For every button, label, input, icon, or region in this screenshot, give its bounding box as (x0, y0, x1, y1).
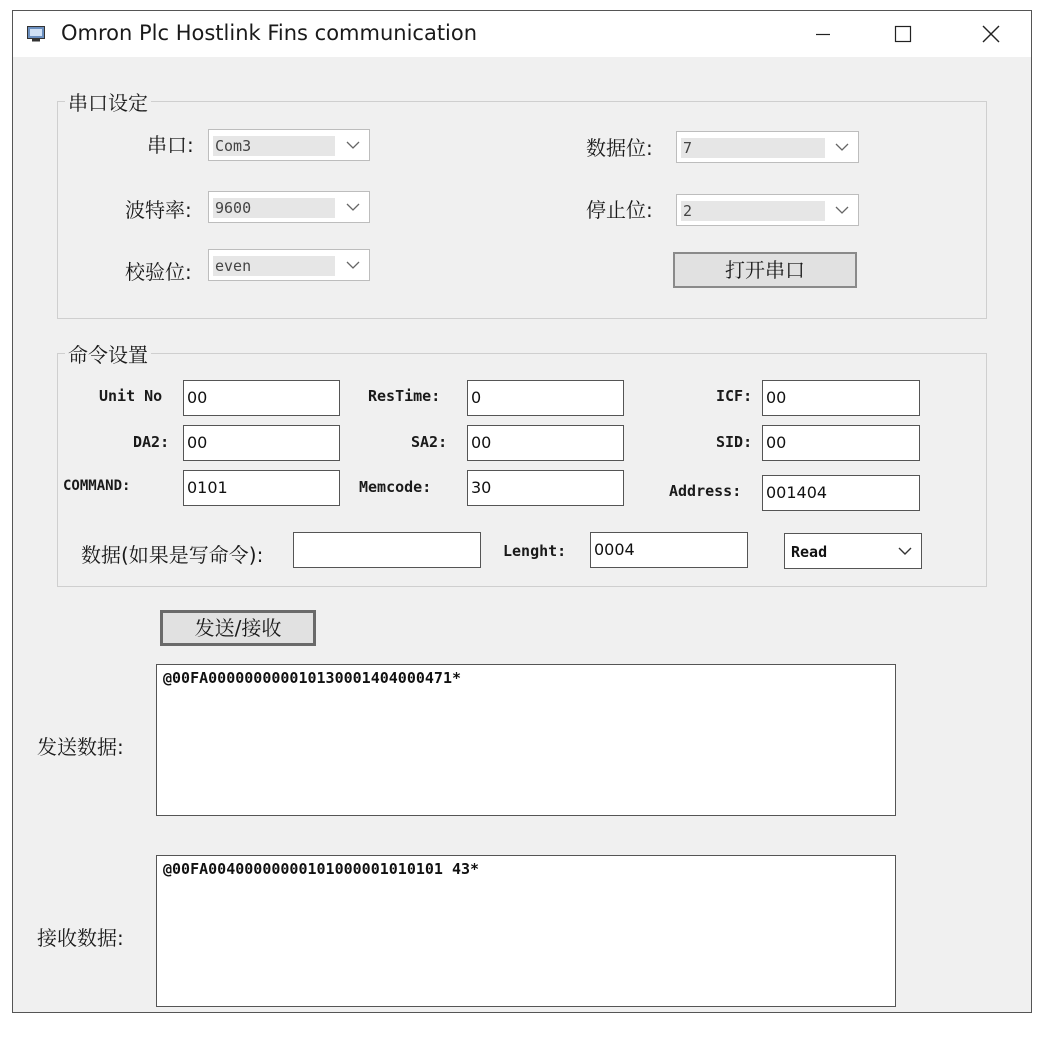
parity-select[interactable] (208, 249, 370, 281)
send-data-label: 发送数据: (37, 735, 124, 759)
icf-input[interactable]: 00 (762, 380, 920, 416)
stopbits-label: 停止位: (586, 198, 653, 222)
address-input[interactable]: 001404 (762, 475, 920, 511)
stopbits-select[interactable] (676, 194, 859, 226)
close-icon (981, 24, 1001, 44)
chevron-down-icon (834, 140, 850, 154)
window-title: Omron Plc Hostlink Fins communication (61, 21, 478, 45)
da2-label: DA2: (133, 433, 170, 451)
chevron-down-icon (345, 138, 361, 152)
main-window (12, 10, 1032, 1013)
chevron-down-icon (834, 203, 850, 217)
command-settings-legend: 命令设置 (65, 339, 151, 368)
address-label: Address: (669, 482, 742, 500)
baud-label: 波特率: (125, 198, 192, 222)
receive-data-textarea[interactable]: @00FA00400000000101000001010101 43* (156, 855, 896, 1007)
command-label: COMMAND: (63, 478, 131, 494)
write-data-input[interactable] (293, 532, 481, 568)
databits-value: 7 (681, 138, 825, 158)
memcode-label: Memcode: (359, 478, 432, 496)
port-label: 串口: (147, 133, 194, 157)
parity-label: 校验位: (125, 260, 192, 284)
minimize-icon (815, 26, 831, 42)
write-data-label: 数据(如果是写命令): (81, 543, 264, 567)
sa2-input[interactable]: 00 (467, 425, 624, 461)
da2-input[interactable]: 00 (183, 425, 340, 461)
sid-label: SID: (716, 433, 753, 451)
databits-select[interactable] (676, 131, 859, 163)
length-input[interactable]: 0004 (590, 532, 748, 568)
stopbits-value: 2 (681, 201, 825, 221)
chevron-down-icon (897, 544, 913, 558)
close-button[interactable] (961, 11, 1021, 57)
title-bar[interactable] (13, 11, 1031, 57)
send-data-textarea[interactable]: @00FA000000000010130001404000471* (156, 664, 896, 816)
mode-select[interactable] (784, 533, 922, 569)
icf-label: ICF: (716, 387, 753, 405)
port-value: Com3 (213, 136, 335, 156)
restime-label: ResTime: (368, 387, 441, 405)
open-port-button[interactable]: 打开串口 (673, 252, 857, 288)
sa2-label: SA2: (411, 433, 448, 451)
app-icon (27, 26, 45, 42)
length-label: Lenght: (503, 542, 567, 560)
command-input[interactable]: 0101 (183, 470, 340, 506)
unit-no-input[interactable]: 00 (183, 380, 340, 416)
send-receive-button[interactable]: 发送/接收 (160, 610, 316, 646)
port-select[interactable] (208, 129, 370, 161)
baud-value: 9600 (213, 198, 335, 218)
baud-select[interactable] (208, 191, 370, 223)
databits-label: 数据位: (586, 136, 653, 160)
restime-input[interactable]: 0 (467, 380, 624, 416)
unit-no-label: Unit No (99, 387, 163, 405)
sid-input[interactable]: 00 (762, 425, 920, 461)
receive-data-label: 接收数据: (37, 926, 124, 950)
minimize-button[interactable] (793, 11, 853, 57)
maximize-button[interactable] (873, 11, 933, 57)
maximize-icon (894, 25, 912, 43)
memcode-input[interactable]: 30 (467, 470, 624, 506)
mode-value: Read (791, 543, 828, 561)
chevron-down-icon (345, 200, 361, 214)
serial-settings-legend: 串口设定 (65, 87, 151, 116)
parity-value: even (213, 256, 335, 276)
chevron-down-icon (345, 258, 361, 272)
